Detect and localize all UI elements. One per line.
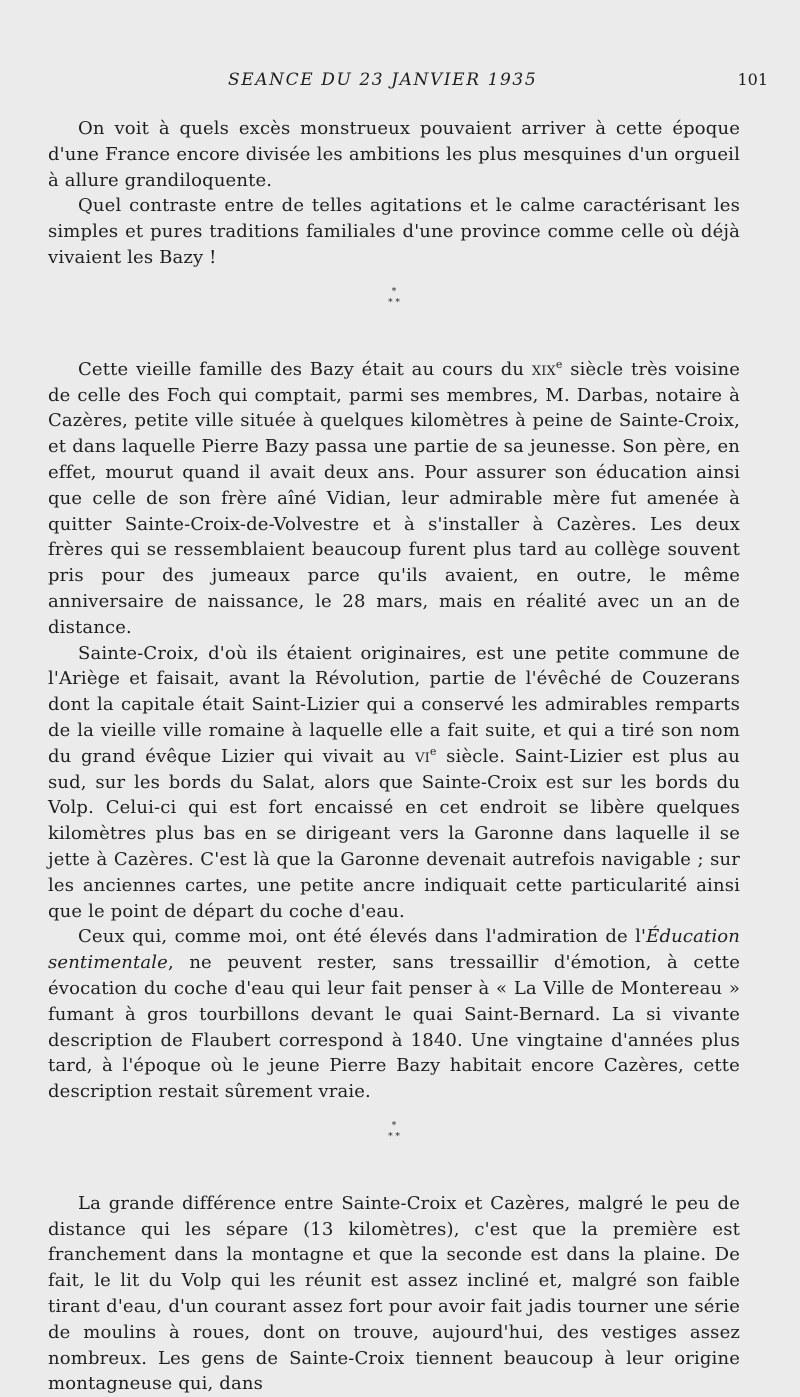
century-superscript: e <box>429 744 437 758</box>
asterism-2 <box>48 1121 740 1143</box>
paragraph-2: Quel contraste entre de telles agitations et le calme caractérisant les simples et pures traditions familiales d'une province comme celle où déjà vivaient les Bazy ! <box>48 195 740 268</box>
page-number: 101 <box>737 70 768 89</box>
body-text <box>48 116 740 1397</box>
paragraph-4-text-a: Sainte-Croix, d'où ils étaient originaires, est une petite commune de l'Ariège et faisait, avant la Révolution, partie de l'évêché de Couzerans dont la capitale était Saint-Lizier qui a conservé les admirables remparts de la vieille ville romaine à laquelle elle a fait suite, et qui a tiré son nom du grand évêque Lizier qui vivait au <box>48 642 740 767</box>
paragraph-3-text-a: Cette vieille famille des Bazy était au cours du <box>78 358 532 380</box>
section-separator-2 <box>48 1105 740 1191</box>
paragraph-4-text-b: siècle. Saint-Lizier est plus au sud, sur les bords du Salat, alors que Sainte-Croix est sur les bords du Volp. Celui-ci qui est fort encaissé en cet endroit se libère quelques kilomètres plus bas en se dirigeant vers la Garonne dans laquelle il se jette à Cazères. C'est là que la Garonne devenait autrefois navigable ; sur les anciennes cartes, une petite ancre indiquait cette particularité ainsi que le point de départ du coche d'eau. <box>48 745 740 922</box>
asterism-bottom-stars: * * <box>388 297 400 308</box>
paragraph-5-text-b: , ne peuvent rester, sans tressaillir d'émotion, à cette évocation du coche d'eau qui leur fait penser à « La Ville de Montereau » fumant à gros tourbillons devant le quai Saint-Bernard. La si vivante description de Flaubert correspond à 1840. Une vingtaine d'années plus tard, à l'époque où le jeune Pierre Bazy habitait encore Cazères, cette description restait sûrement vraie. <box>48 952 740 1103</box>
asterism-top-star: * <box>391 286 397 297</box>
asterism-1 <box>48 287 740 309</box>
asterism-bottom-stars: * * <box>388 1131 400 1142</box>
running-title: SEANCE DU 23 JANVIER 1935 <box>228 70 538 90</box>
book-title: Éducation sentimentale <box>48 926 740 974</box>
section-separator-1 <box>48 271 740 357</box>
paragraph-3 <box>48 357 740 641</box>
century-numeral: xix <box>531 358 556 380</box>
paragraph-6: La grande différence entre Sainte-Croix et Cazères, malgré le peu de distance qui les sépare (13 kilomètres), c'est que la première est franchement dans la montagne et que la seconde est dans la plaine. De fait, le lit du Volp qui les réunit est assez incliné et, malgré son faible tirant d'eau, d'un courant assez fort pour avoir fait jadis tourner une série de moulins à roues, dont on trouve, aujourd'hui, des vestiges assez nombreux. Les gens de Sainte-Croix tiennent beaucoup à leur origine montagneuse qui, dans <box>48 1192 740 1395</box>
paragraph-5 <box>48 924 740 1105</box>
asterism-top-star: * <box>391 1120 397 1131</box>
century-superscript: e <box>555 357 563 371</box>
paragraph-3-text-b: siècle très voisine de celle des Foch qui comptait, parmi ses membres, M. Darbas, notaire à Cazères, petite ville située à quelques kilomètres à peine de Sainte-Croix, et dans laquelle Pierre Bazy passa une partie de sa jeunesse. Son père, en effet, mourut quand il avait deux ans. Pour assurer son éducation ainsi que celle de son frère aîné Vidian, leur admirable mère fut amenée à quitter Sainte-Croix-de-Volvestre et à s'installer à Cazères. Les deux frères qui se ressemblaient beaucoup furent plus tard au collège souvent pris pour des jumeaux parce qu'ils avaient, en outre, le même anniversaire de naissance, le 28 mars, mais en réalité avec un an de distance. <box>48 358 740 638</box>
paragraph-1: On voit à quels excès monstrueux pouvaient arriver à cette époque d'une France encore divisée les ambitions les plus mesquines d'un orgueil à allure grandiloquente. <box>48 118 740 191</box>
century-numeral: vi <box>415 745 430 767</box>
paragraph-5-text-a: Ceux qui, comme moi, ont été élevés dans l'admiration de l' <box>78 926 647 948</box>
paragraph-4 <box>48 641 740 925</box>
running-header <box>48 70 768 100</box>
